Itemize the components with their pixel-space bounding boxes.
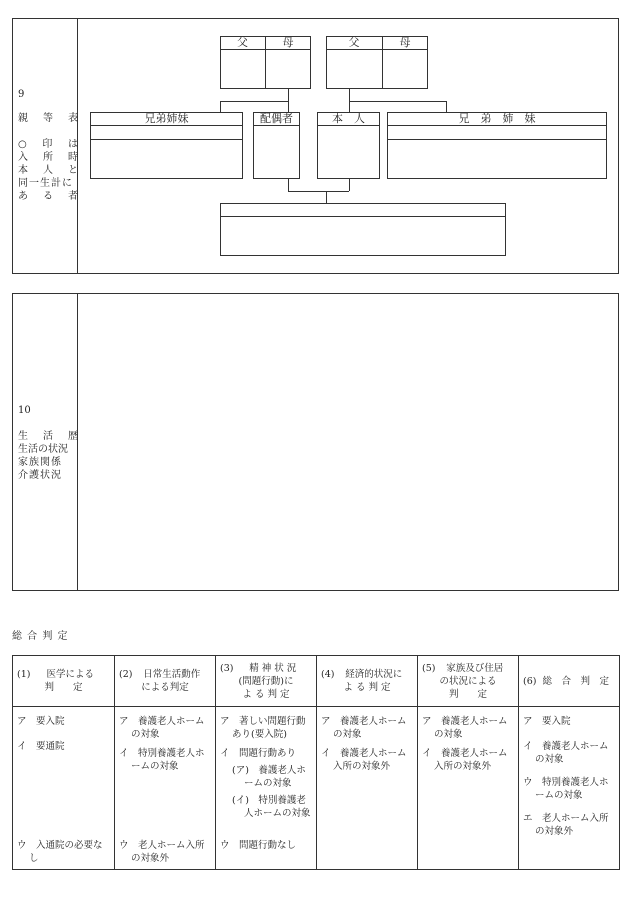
col6-body: ア 要入院 イ 養護老人ホームの対象 ウ 特別養護老人ホームの対象 エ 老人ホーム入所の対象外: [519, 707, 620, 870]
judgement-table: [12, 655, 620, 870]
section10-frame: [12, 293, 619, 591]
mother-left-label: 母: [282, 36, 294, 49]
col2-body: ア 養護老人ホームの対象 イ 特別養護老人ホームの対象 ウ 老人ホーム入所の対象外: [115, 707, 216, 870]
siblings-right-label: 兄 弟 姉 妹: [458, 112, 536, 125]
section10-number: 10: [18, 405, 31, 416]
col4-body: ア 養護老人ホームの対象 イ 養護老人ホーム入所の対象外: [317, 707, 418, 870]
section10-title: 生 活 歴: [18, 431, 78, 442]
col1-body: ア 要入院 イ 要通院 ウ 入通院の必要なし: [13, 707, 115, 870]
spouse-label: 配偶者: [260, 112, 293, 125]
section9-title: 親 等 表: [18, 113, 78, 124]
col3-header: (3) 精 神 状 況 (問題行動)に よ る 判 定: [216, 656, 317, 707]
col3-body: ア 著しい問題行動あり(要入院) イ 問題行動あり (ア) 養護老人ホームの対象 (イ) 特別養護老人ホームの対象 ウ 問題行動なし: [216, 707, 317, 870]
section10-line-1: 生活の状況: [18, 444, 68, 455]
siblings-left-label: 兄弟姉妹: [144, 112, 189, 125]
section9-number: 9: [18, 89, 25, 100]
col4-header: (4) 経済的状況に よ る 判 定: [317, 656, 418, 707]
father-left-label: 父: [237, 36, 248, 49]
section10-line-3: 介護状況: [18, 470, 62, 481]
judgement-heading: 総 合 判 定: [12, 631, 69, 642]
col6-header: (6) 総 合 判 定: [519, 656, 620, 707]
self-label: 本 人: [332, 112, 365, 125]
section10-line-2: 家族関係: [18, 457, 62, 468]
col1-header: (1) 医学による 判 定: [13, 656, 115, 707]
father-right-label: 父: [348, 36, 360, 49]
children-box: [220, 203, 506, 256]
col2-header: (2) 日常生活動作 による判定: [115, 656, 216, 707]
col5-body: ア 養護老人ホームの対象 イ 養護老人ホーム入所の対象外: [418, 707, 519, 870]
col5-header: (5) 家族及び住居 の状況による 判 定: [418, 656, 519, 707]
mother-right-label: 母: [399, 36, 411, 49]
